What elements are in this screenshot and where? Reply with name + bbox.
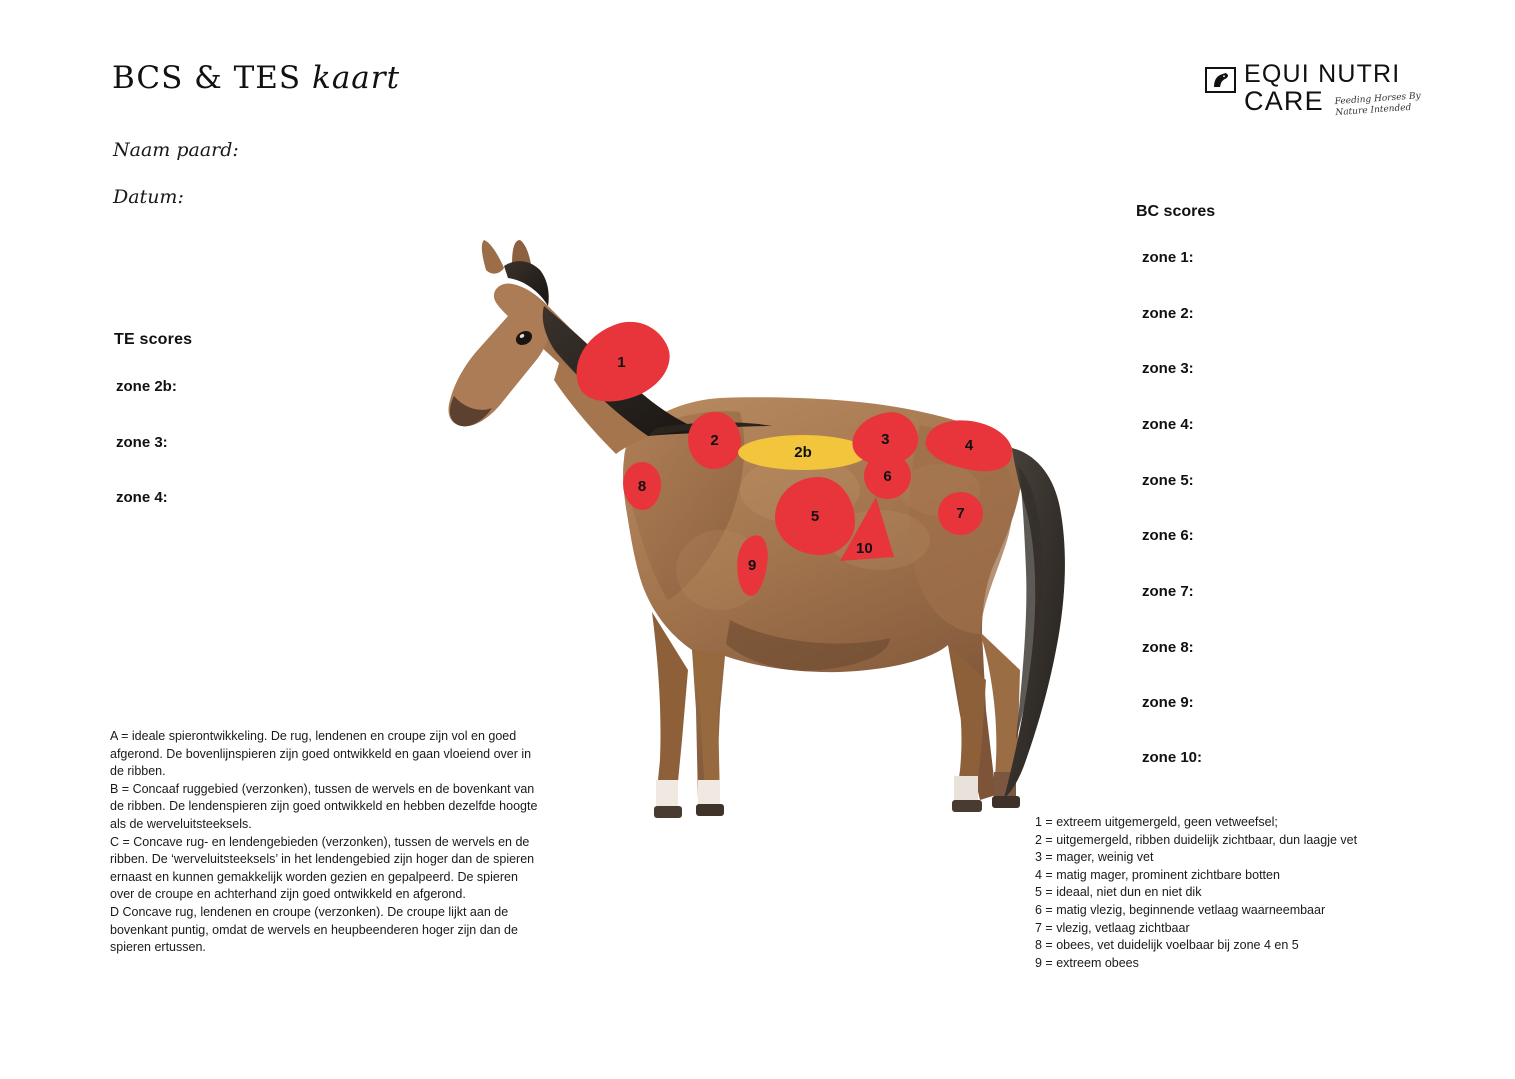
bc-legend-7: 7 = vlezig, vetlaag zichtbaar <box>1035 920 1190 935</box>
bc-score-zone-6-label: zone 6: <box>1142 527 1194 544</box>
bc-legend-4: 4 = matig mager, prominent zichtbare botten <box>1035 867 1280 882</box>
zone-8-label: 8 <box>637 477 647 495</box>
zone-marker-6[interactable] <box>864 453 911 499</box>
bc-score-zone-9-label: zone 9: <box>1142 694 1194 711</box>
bc-score-zone-10-label: zone 10: <box>1142 749 1203 766</box>
date-field-label: Datum: <box>113 186 184 208</box>
zone-2b-label: 2b <box>794 444 812 461</box>
zone-10-label: 10 <box>856 540 873 557</box>
zone-marker-2[interactable] <box>688 412 741 469</box>
bc-score-zone-1-label: zone 1: <box>1142 249 1194 266</box>
zone-6-label: 6 <box>883 467 892 485</box>
bc-scores-heading: BC scores <box>1136 203 1216 220</box>
bc-legend-8: 8 = obees, vet duidelijk voelbaar bij zone 4 en 5 <box>1035 938 1299 953</box>
page-title <box>112 60 400 96</box>
logo-text-line2: CARE <box>1244 86 1324 116</box>
zone-2-label: 2 <box>710 432 719 449</box>
page-title-main: BCS & TES <box>112 60 302 96</box>
bc-score-zone-8-label: zone 8: <box>1142 639 1194 656</box>
bc-legend-5: 5 = ideaal, niet dun en niet dik <box>1035 885 1202 900</box>
te-score-zone-2b-label: zone 2b: <box>116 378 177 395</box>
bc-score-zone-7-label: zone 7: <box>1142 583 1194 600</box>
bc-legend-6: 6 = matig vlezig, beginnende vetlaag waarneembaar <box>1035 902 1326 917</box>
zone-marker-2b[interactable] <box>738 435 868 470</box>
te-legend <box>110 728 540 957</box>
zone-3-label: 3 <box>880 430 890 448</box>
bc-legend-1: 1 = extreem uitgemergeld, geen vetweefsel; <box>1035 815 1278 829</box>
bc-legend-3: 3 = mager, weinig vet <box>1035 850 1154 865</box>
brand-logo <box>1205 60 1425 130</box>
logo-tagline: Feeding Horses By Nature Intended <box>1334 91 1421 119</box>
bc-legend-2: 2 = uitgemergeld, ribben duidelijk zichtbaar, dun laagje vet <box>1035 832 1358 847</box>
zone-1-label: 1 <box>617 353 626 371</box>
bc-score-zone-4-label: zone 4: <box>1142 416 1194 433</box>
bc-legend <box>1035 814 1455 972</box>
te-legend-d: D Concave rug, lendenen en croupe (verzonken). De croupe lijkt aan de bovenkant puntig, omdat de wervels en heupbeenderen hoger zijn dan de spieren ertussen. <box>110 904 518 955</box>
te-score-zone-4-label: zone 4: <box>116 489 168 506</box>
horse-name-field-label: Naam paard: <box>113 139 239 161</box>
horse-head-icon <box>1205 67 1236 93</box>
zone-7-label: 7 <box>956 505 965 522</box>
zone-marker-7[interactable] <box>938 492 983 535</box>
zone-4-label: 4 <box>965 436 974 454</box>
zone-5-label: 5 <box>810 507 820 525</box>
bc-score-zone-3-label: zone 3: <box>1142 360 1194 377</box>
logo-text-line1: EQUI NUTRI <box>1244 60 1401 88</box>
te-legend-b: B = Concaaf ruggebied (verzonken), tussen de wervels en de bovenkant van de ribben. De lendenspieren zijn goed ontwikkeld en hebben dezelfde hoogte als de werveluitsteeksels. <box>110 781 538 831</box>
zone-9-label: 9 <box>747 557 757 574</box>
bc-score-zone-2-label: zone 2: <box>1142 305 1194 322</box>
bc-legend-9: 9 = extreem obees <box>1035 955 1139 970</box>
bc-score-zone-5-label: zone 5: <box>1142 472 1194 489</box>
te-scores-heading: TE scores <box>114 331 193 348</box>
te-score-zone-3-label: zone 3: <box>116 434 168 451</box>
te-legend-a: A = ideale spierontwikkeling. De rug, lendenen en croupe zijn vol en goed afgerond. De bovenlijnspieren zijn goed ontwikkeld en gaan vloeiend over in de ribben. <box>110 729 532 779</box>
te-legend-c: C = Concave rug- en lendengebieden (verzonken), tussen de wervels en de ribben. De ‘werveluitsteeksels’ in het lendengebied zijn hoger dan de spieren ernaast en kunnen gemakkelijk worden gezien en gepalpeerd. De spieren over de croupe en achterhand zijn goed ontwikkeld en afgerond. <box>110 834 535 902</box>
page-title-italic: kaart <box>312 60 401 96</box>
